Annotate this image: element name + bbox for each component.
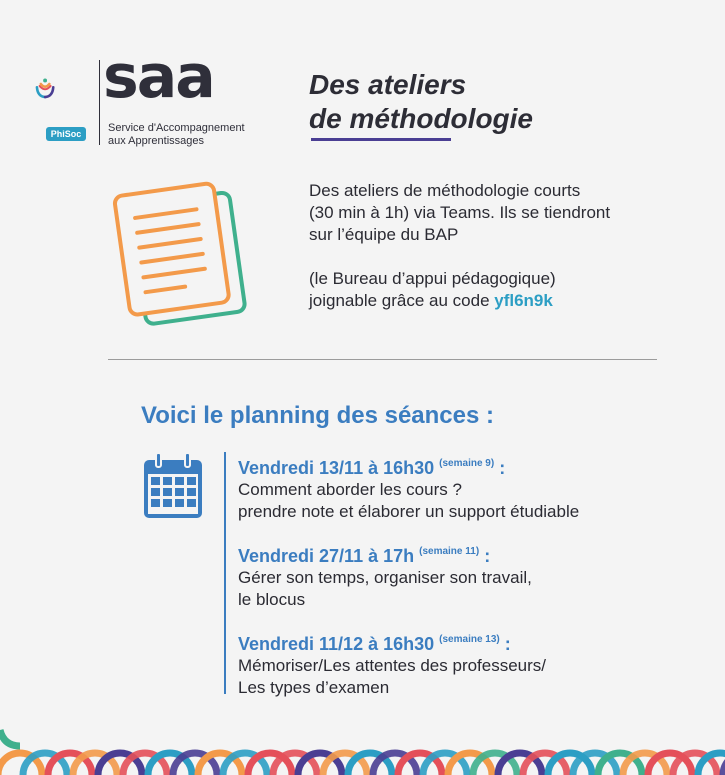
session-item (238, 453, 708, 523)
session-week: (semaine 11) (419, 546, 480, 557)
session-topic: prendre note et élaborer un support étudiable (238, 502, 580, 521)
page-title (309, 68, 533, 136)
calendar-icon (142, 452, 204, 520)
intro-line (309, 290, 709, 312)
intro-line: (le Bureau d’appui pédagogique) (309, 269, 556, 288)
intro-text (309, 180, 709, 312)
logo-badge: PhiSoc (46, 127, 86, 141)
session-heading (238, 453, 708, 479)
session-week: (semaine 13) (439, 634, 500, 645)
title-line1: Des ateliers (309, 69, 467, 100)
logo-divider (99, 60, 100, 145)
session-topic: Mémoriser/Les attentes des professeurs/ (238, 656, 547, 675)
session-topic: le blocus (238, 590, 306, 609)
title-underline (311, 138, 451, 141)
session-colon: : (499, 458, 506, 478)
decorative-footer (0, 728, 725, 775)
session-colon: : (504, 634, 511, 654)
session-week: (semaine 9) (439, 458, 495, 469)
logo-subtitle (108, 122, 245, 148)
section-divider (108, 359, 657, 360)
session-date: Vendredi 11/12 à 16h30 (238, 634, 435, 654)
intro-line: Des ateliers de méthodologie courts (309, 181, 581, 200)
logo-wordmark: saa (103, 42, 214, 112)
document-icon (110, 180, 260, 330)
session-topic: Les types d’examen (238, 678, 390, 697)
logo-subtitle-line1: Service d'Accompagnement (108, 122, 245, 134)
logo-subtitle-line2: aux Apprentissages (108, 135, 205, 147)
session-date: Vendredi 13/11 à 16h30 (238, 458, 435, 478)
session-heading (238, 629, 708, 655)
session-topic: Comment aborder les cours ? (238, 480, 462, 499)
intro-line: (30 min à 1h) via Teams. Ils se tiendront (309, 203, 611, 222)
session-item (238, 541, 708, 611)
planning-title: Voici le planning des séances : (141, 402, 495, 429)
title-line2: de méthodologie (309, 103, 533, 134)
session-date: Vendredi 27/11 à 17h (238, 546, 415, 566)
footer-arc (0, 730, 20, 746)
session-colon: : (484, 546, 491, 566)
session-topic: Gérer son temps, organiser son travail, (238, 568, 532, 587)
timeline-line (224, 452, 226, 694)
teams-code: yfl6n9k (494, 291, 553, 310)
session-item (238, 629, 708, 699)
intro-line-prefix: joignable grâce au code (309, 291, 495, 310)
session-heading (238, 541, 708, 567)
logo-figure-icon (35, 58, 105, 128)
intro-line: sur l’équipe du BAP (309, 225, 459, 244)
